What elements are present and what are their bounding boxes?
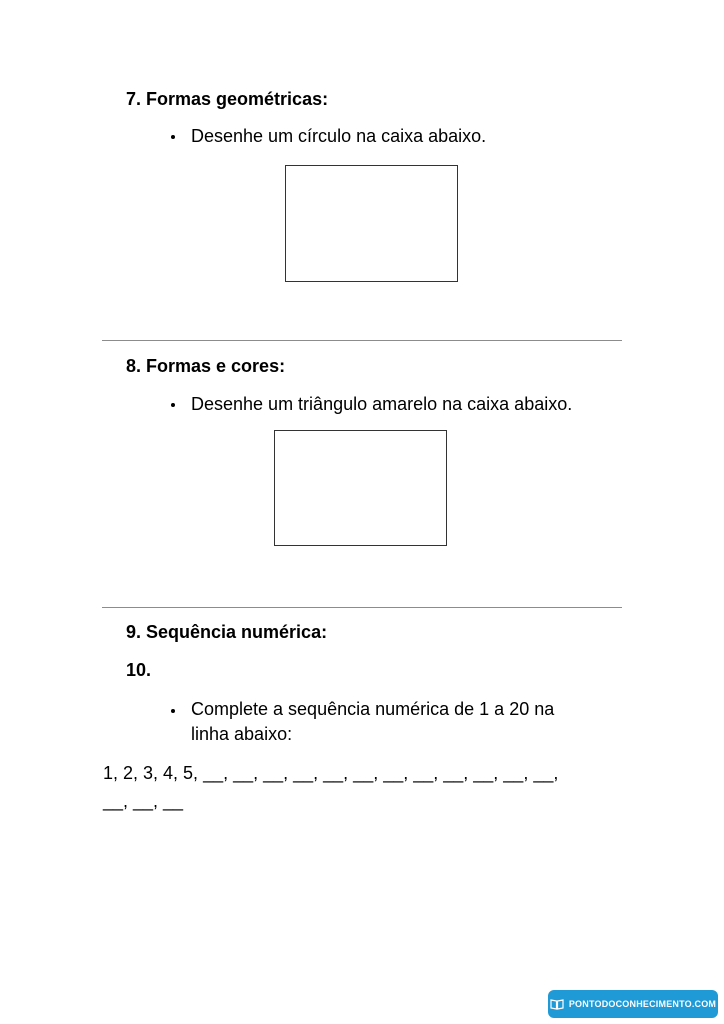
site-badge[interactable]	[548, 990, 718, 1018]
number-sequence-line1[interactable]: 1, 2, 3, 4, 5, __, __, __, __, __, __, __, __, __, __, __, __,	[103, 763, 559, 783]
circle-drawing-box[interactable]	[285, 165, 458, 282]
triangle-drawing-box[interactable]	[274, 430, 447, 546]
section-8-instruction: Desenhe um triângulo amarelo na caixa abaixo.	[191, 394, 573, 414]
section-10-instruction-line2: linha abaixo:	[191, 724, 293, 744]
section-9-heading: 9. Sequência numérica:	[126, 622, 328, 642]
section-7-instruction: Desenhe um círculo na caixa abaixo.	[191, 126, 487, 146]
book-icon	[550, 998, 564, 1010]
bullet-icon	[171, 403, 175, 407]
section-divider	[102, 340, 622, 341]
section-10-instruction-line1: Complete a sequência numérica de 1 a 20 na	[191, 699, 555, 719]
bullet-icon	[171, 135, 175, 139]
number-sequence-line2[interactable]: __, __, __	[103, 791, 184, 811]
section-7-heading: 7. Formas geométricas:	[126, 89, 329, 109]
section-divider	[102, 607, 622, 608]
section-8-heading: 8. Formas e cores:	[126, 356, 286, 376]
bullet-icon	[171, 709, 175, 713]
site-label: PONTODOCONHECIMENTO.COM	[568, 999, 717, 1009]
section-10-heading: 10.	[126, 660, 152, 680]
